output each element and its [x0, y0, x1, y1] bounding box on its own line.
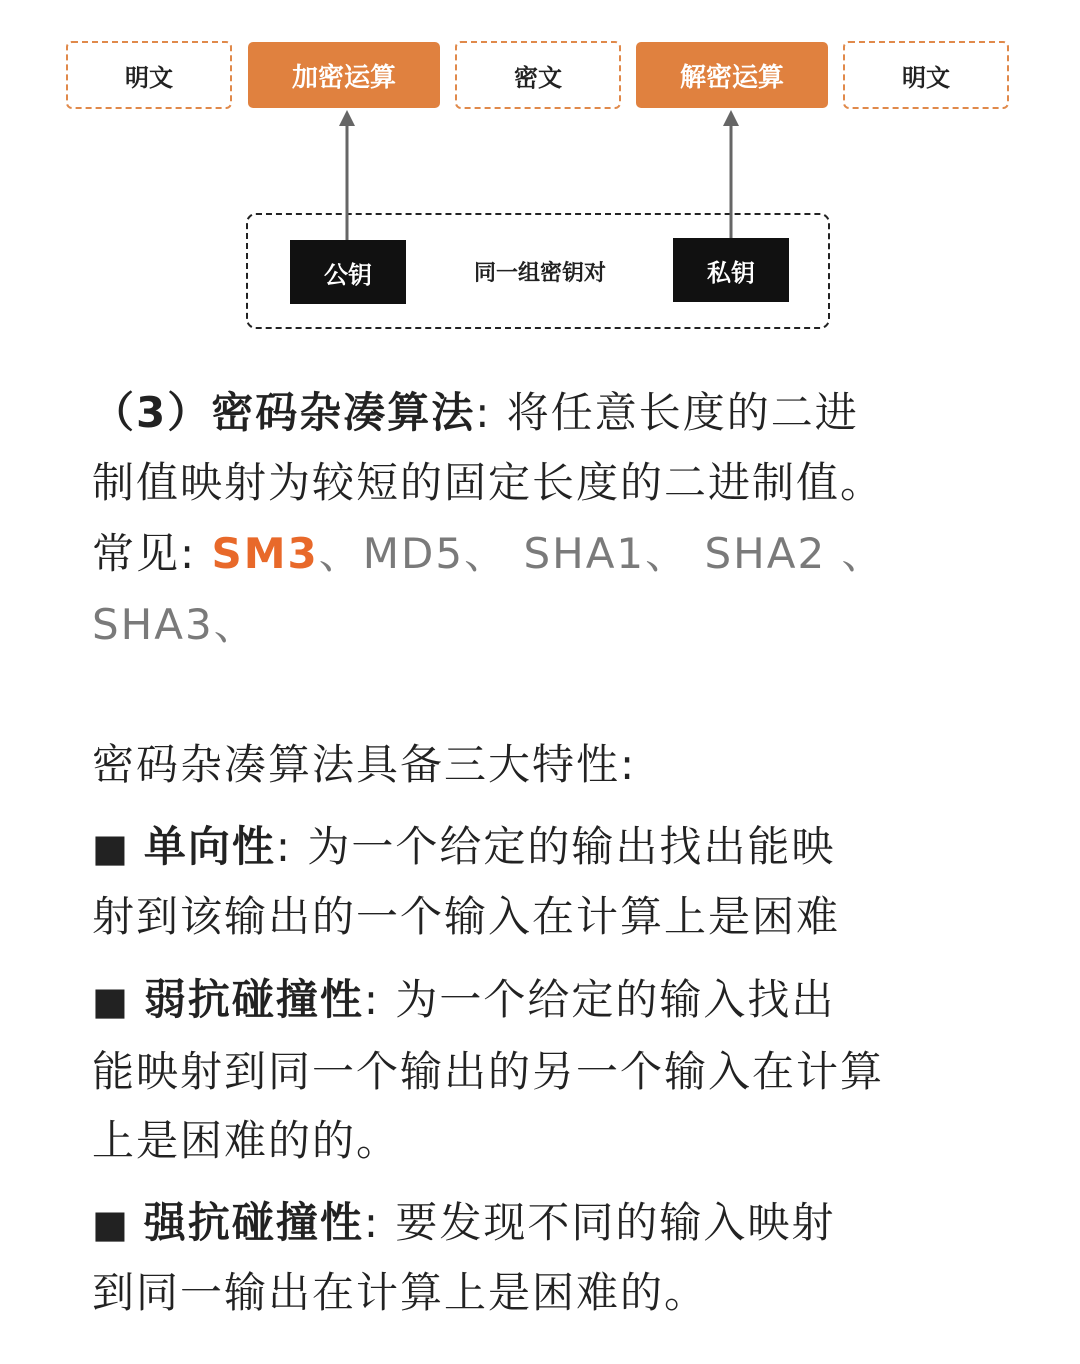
common-algorithms-line — [92, 519, 992, 589]
property-weak-collision-text3: 上是困难的的。 — [92, 1116, 401, 1165]
property-strong-collision-text1: 要发现不同的输入映射 — [380, 1198, 836, 1247]
public-key-box — [290, 240, 406, 304]
public-key-arrow-head — [339, 110, 355, 126]
other-algorithms: 、MD5、 SHA1、 SHA2 、 — [318, 529, 886, 578]
private-key-label: 私钥 — [707, 258, 755, 287]
bullet-square-icon: ■ — [92, 979, 130, 1023]
property-strong-collision-line2 — [92, 1258, 992, 1328]
property-strong-collision-colon: : — [363, 1198, 381, 1247]
encryption-diagram — [0, 0, 1080, 340]
heading-colon: : — [475, 388, 492, 437]
key-pair-label: 同一组密钥对 — [473, 261, 606, 286]
bullet-square-icon: ■ — [92, 826, 130, 870]
desc-line2-text: 制值映射为较短的固定长度的二进制值。 — [92, 458, 885, 507]
sha3-label: SHA3、 — [92, 600, 258, 649]
heading-title: 密码杂凑算法 — [211, 388, 476, 437]
plaintext-input-label: 明文 — [125, 63, 173, 92]
heading-prefix: （3） — [92, 388, 212, 437]
property-one-way-name: 单向性 — [143, 822, 276, 871]
property-weak-collision-colon: : — [363, 975, 381, 1024]
common-label: 常见: — [92, 529, 197, 578]
private-key-arrow-head — [723, 110, 739, 126]
heading-desc-line1: 将任意长度的二进 — [491, 388, 859, 437]
public-key-label: 公钥 — [324, 260, 372, 289]
property-strong-collision-text2: 到同一输出在计算上是困难的。 — [92, 1268, 709, 1317]
common-algorithms-line2 — [92, 590, 992, 660]
property-strong-collision-line1 — [92, 1188, 992, 1259]
property-weak-collision-line3 — [92, 1106, 992, 1176]
properties-intro-text: 密码杂凑算法具备三大特性: — [92, 740, 637, 789]
property-one-way-line1 — [92, 812, 992, 883]
plaintext-output-label: 明文 — [902, 63, 950, 92]
properties-intro — [92, 730, 992, 800]
hash-heading-line — [92, 378, 992, 448]
property-weak-collision-name: 弱抗碰撞性 — [143, 975, 364, 1024]
property-one-way-line2 — [92, 882, 992, 952]
property-weak-collision-text1: 为一个给定的输入找出 — [380, 975, 836, 1024]
key-arrows — [0, 0, 1080, 340]
private-key-box — [673, 238, 789, 302]
property-weak-collision-line1 — [92, 965, 992, 1036]
ciphertext-label: 密文 — [514, 63, 562, 92]
encrypt-operation-label: 加密运算 — [291, 62, 396, 93]
property-one-way-text1: 为一个给定的输出找出能映 — [292, 822, 836, 871]
property-weak-collision-text2: 能映射到同一个输出的另一个输入在计算 — [92, 1047, 885, 1096]
sm3-highlight: SM3 — [211, 529, 319, 578]
property-strong-collision-name: 强抗碰撞性 — [143, 1198, 364, 1247]
bullet-square-icon: ■ — [92, 1202, 130, 1246]
property-one-way-colon: : — [275, 822, 293, 871]
hash-desc-line2 — [92, 448, 992, 518]
decrypt-operation-label: 解密运算 — [679, 62, 784, 93]
property-one-way-text2: 射到该输出的一个输入在计算上是困难 — [92, 892, 841, 941]
property-weak-collision-line2 — [92, 1037, 992, 1107]
